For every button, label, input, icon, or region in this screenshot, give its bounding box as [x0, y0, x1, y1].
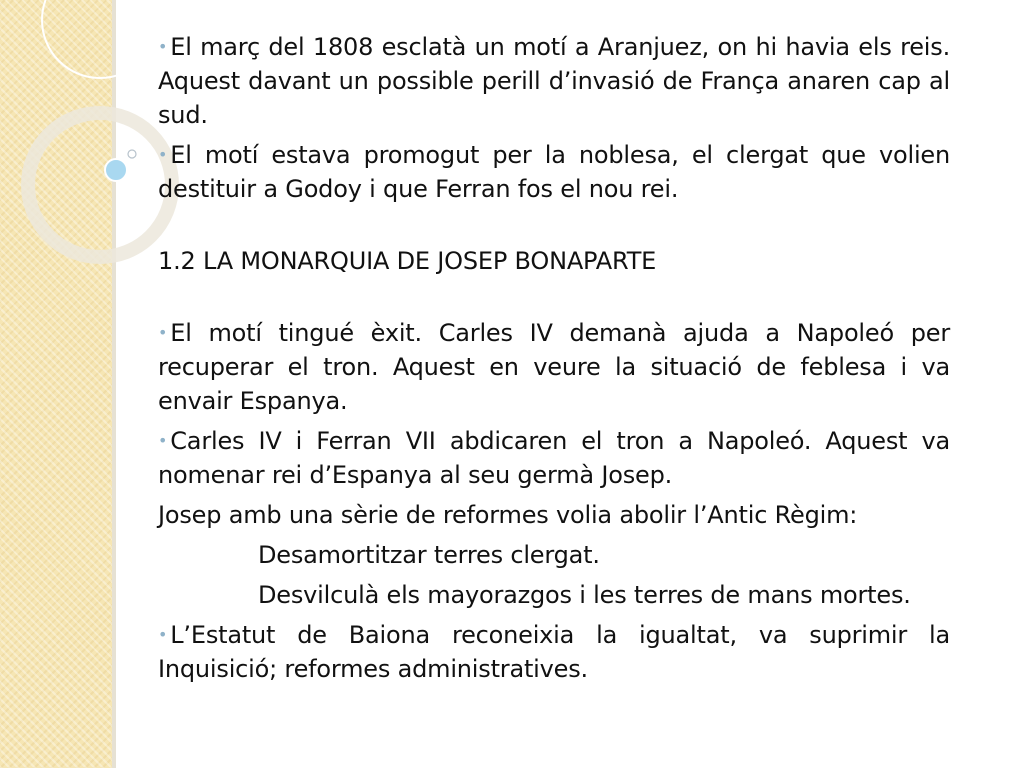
paragraph-text: Josep amb una sèrie de reformes volia abolir l’Antic Règim: [158, 501, 858, 529]
bullet-paragraph-1 [158, 30, 950, 132]
bullet-paragraph-4 [158, 424, 950, 492]
circle-outline-icon [42, 0, 158, 78]
bullet-dot-icon: • [158, 625, 168, 644]
bullet-paragraph-2 [158, 138, 950, 206]
bullet-dot-icon: • [158, 145, 168, 164]
paragraph-text: Desvilculà els mayorazgos i les terres de mans mortes. [258, 581, 911, 609]
bullet-dot-icon: • [158, 431, 168, 450]
plain-paragraph [158, 498, 950, 532]
bullet-dot-icon: • [158, 37, 168, 56]
paragraph-text: L’Estatut de Baiona reconeixia la igualtat, va suprimir la Inquisició; reformes administratives. [158, 621, 950, 683]
indented-line-2 [158, 578, 950, 612]
ring-icon [28, 113, 172, 257]
heading-text: 1.2 LA MONARQUIA DE JOSEP BONAPARTE [158, 247, 657, 275]
bullet-paragraph-5 [158, 618, 950, 686]
small-circle-icon [128, 150, 136, 158]
bullet-paragraph-3 [158, 316, 950, 418]
paragraph-text: El motí tingué èxit. Carles IV demanà ajuda a Napoleó per recuperar el tron. Aquest en veure la situació de feblesa i va envair Espanya. [158, 319, 950, 415]
slide-body [158, 30, 950, 686]
paragraph-text: El motí estava promogut per la noblesa, el clergat que volien destituir a Godoy i que Ferran fos el nou rei. [158, 141, 950, 203]
paragraph-text: El març del 1808 esclatà un motí a Aranjuez, on hi havia els reis. Aquest davant un possible perill d’invasió de França anaren cap al sud. [158, 33, 950, 129]
indented-line-1 [158, 538, 950, 572]
paragraph-text: Carles IV i Ferran VII abdicaren el tron a Napoleó. Aquest va nomenar rei d’Espanya al seu germà Josep. [158, 427, 950, 489]
paragraph-text: Desamortitzar terres clergat. [258, 541, 600, 569]
bullet-dot-icon: • [158, 323, 168, 342]
section-heading [158, 244, 950, 278]
dot-icon [105, 159, 127, 181]
